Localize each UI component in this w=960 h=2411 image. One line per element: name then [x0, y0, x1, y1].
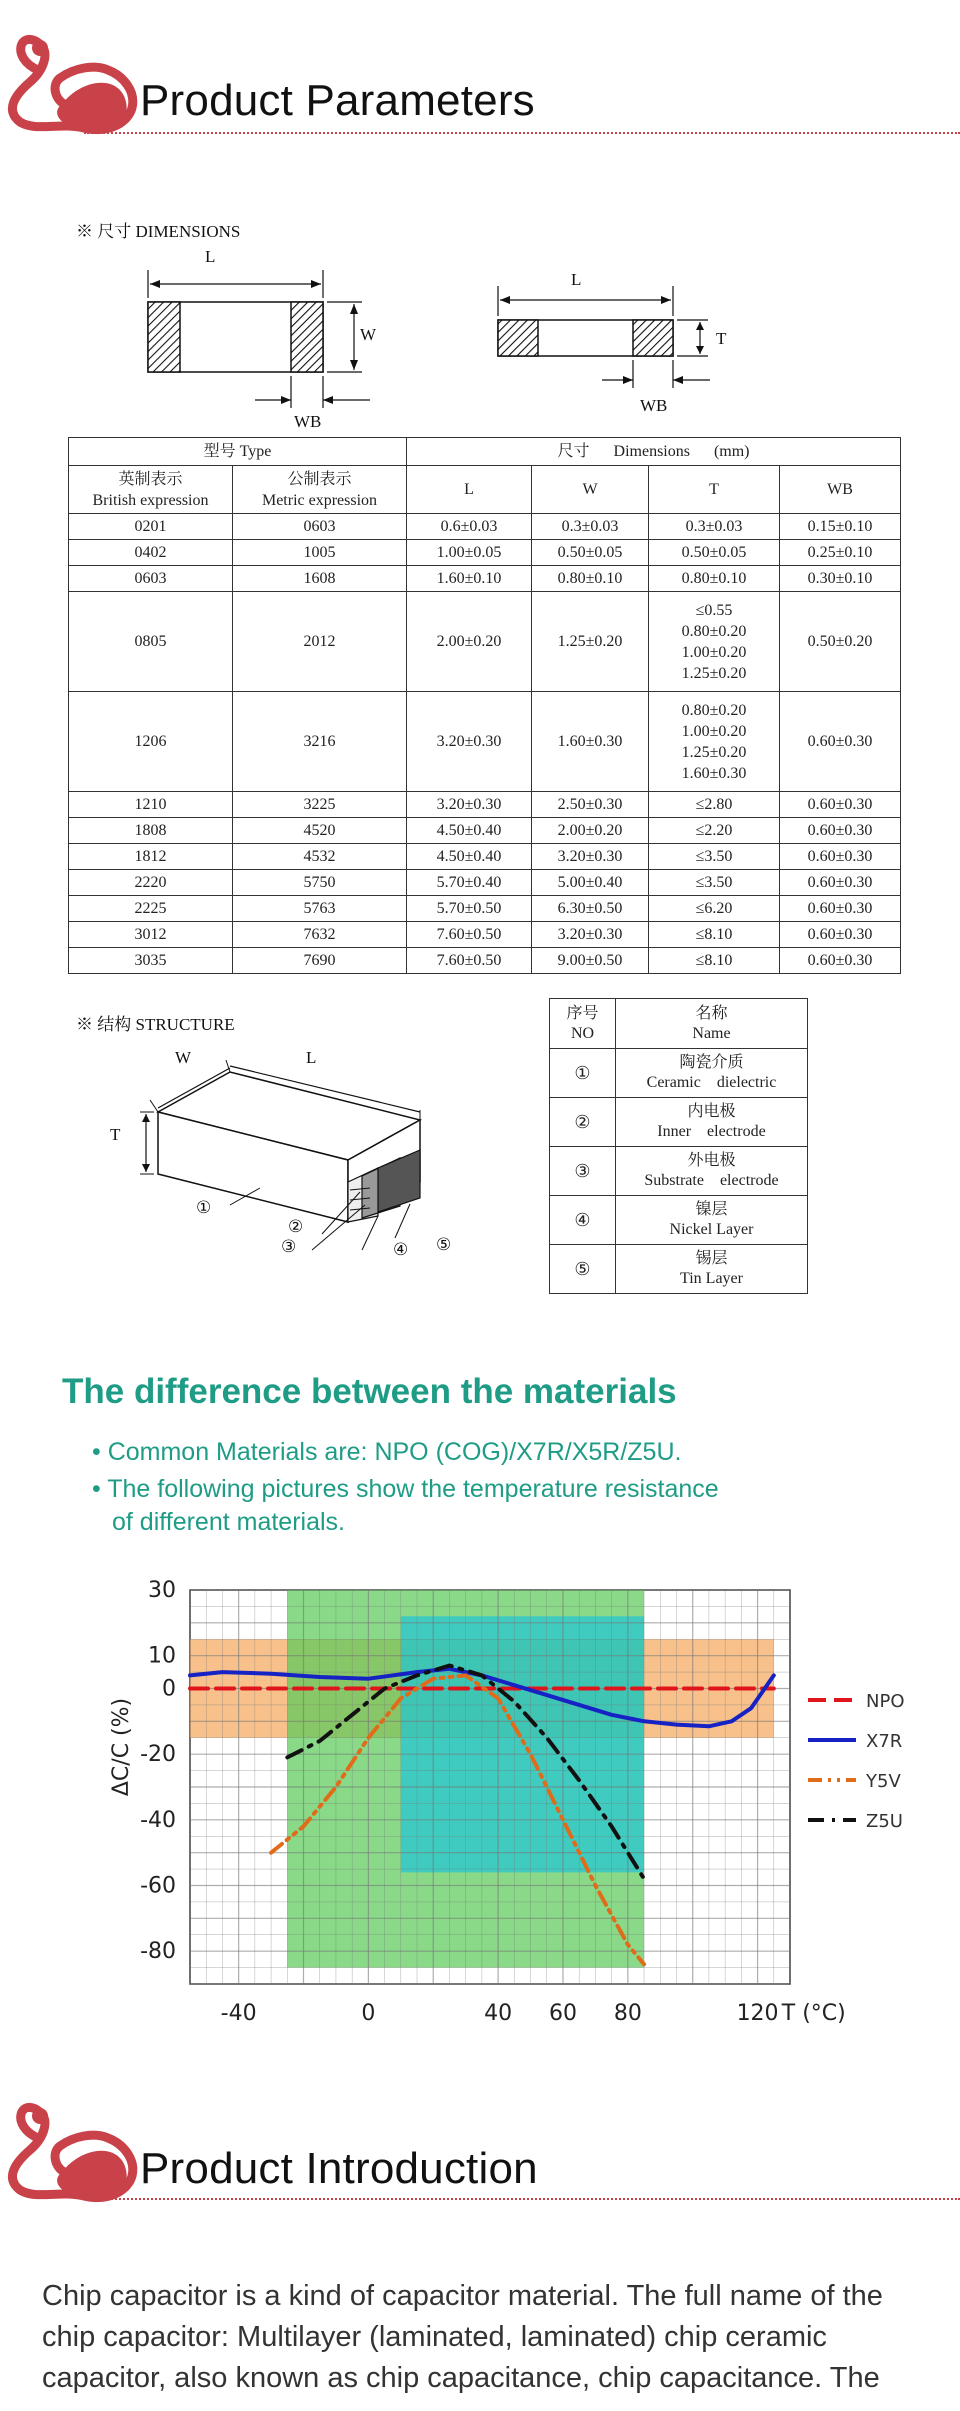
header-W: W — [532, 466, 649, 514]
cell-name: 内电极 Inner electrode — [616, 1098, 808, 1147]
callout-5: ⑤ — [436, 1235, 452, 1254]
cell-W: 0.3±0.03 — [532, 514, 649, 540]
header-no: 序号 NO — [550, 999, 616, 1049]
cell-british: 0603 — [69, 566, 233, 592]
cell-L: 4.50±0.40 — [407, 844, 532, 870]
header-british: 英制表示 British expression — [69, 466, 233, 514]
cell-T: ≤6.20 — [649, 896, 780, 922]
cell-T: ≤2.20 — [649, 818, 780, 844]
dotted-divider — [84, 132, 960, 134]
cell-T: ≤2.80 — [649, 792, 780, 818]
cell-T: 0.50±0.05 — [649, 540, 780, 566]
legend-label: X7R — [866, 1731, 903, 1752]
cell-W: 3.20±0.30 — [532, 844, 649, 870]
cell-metric: 1608 — [233, 566, 407, 592]
table-row — [69, 948, 901, 974]
section-title: Product Introduction — [140, 2144, 538, 2193]
legend-label: Y5V — [866, 1771, 901, 1792]
table-row — [69, 792, 901, 818]
range-band — [401, 1616, 644, 1872]
cell-name: 外电极 Substrate electrode — [616, 1147, 808, 1196]
struct-label-T: T — [110, 1125, 121, 1144]
temperature-chart — [0, 1560, 960, 2040]
table-row — [550, 1147, 808, 1196]
table-row — [550, 1049, 808, 1098]
cell-metric: 3225 — [233, 792, 407, 818]
cell-no: ① — [550, 1049, 616, 1098]
dim-label-W: W — [360, 325, 377, 344]
cell-W: 1.25±0.20 — [532, 592, 649, 692]
materials-bullet-2-line1: • The following pictures show the temperature resistance — [92, 1475, 719, 1503]
cell-no: ③ — [550, 1147, 616, 1196]
cell-L: 0.6±0.03 — [407, 514, 532, 540]
cell-metric: 1005 — [233, 540, 407, 566]
cell-L: 1.60±0.10 — [407, 566, 532, 592]
flower-logo-icon — [0, 18, 140, 138]
section-header-parameters — [0, 0, 960, 140]
y-tick-label: -60 — [140, 1873, 176, 1899]
cell-WB: 0.60±0.30 — [780, 844, 901, 870]
dimensions-table — [68, 437, 901, 974]
x-tick-label: 0 — [361, 2001, 376, 2026]
table-row — [69, 870, 901, 896]
cell-W: 2.00±0.20 — [532, 818, 649, 844]
side-label-T: T — [716, 329, 727, 348]
cell-T: ≤8.10 — [649, 948, 780, 974]
cell-L: 7.60±0.50 — [407, 922, 532, 948]
cell-british: 0805 — [69, 592, 233, 692]
x-tick-label: 120 — [736, 2001, 779, 2026]
legend-label: NPO — [866, 1691, 905, 1712]
cell-metric: 5763 — [233, 896, 407, 922]
struct-label-L: L — [306, 1048, 317, 1067]
cell-WB: 0.50±0.20 — [780, 592, 901, 692]
cell-L: 4.50±0.40 — [407, 818, 532, 844]
y-tick-label: 0 — [162, 1676, 176, 1702]
callout-2: ② — [288, 1217, 304, 1236]
cell-no: ② — [550, 1098, 616, 1147]
legend-label: Z5U — [866, 1811, 903, 1832]
cell-WB: 0.60±0.30 — [780, 922, 901, 948]
cell-W: 2.50±0.30 — [532, 792, 649, 818]
cell-W: 9.00±0.50 — [532, 948, 649, 974]
header-WB: WB — [780, 466, 901, 514]
intro-line: chip capacitor: Multilayer (laminated, laminated) chip ceramic — [42, 2321, 827, 2353]
cell-WB: 0.60±0.30 — [780, 948, 901, 974]
cell-W: 3.20±0.30 — [532, 922, 649, 948]
cell-name: 镍层 Nickel Layer — [616, 1196, 808, 1245]
table-row — [550, 1098, 808, 1147]
cell-name: 锡层 Tin Layer — [616, 1245, 808, 1294]
cell-L: 1.00±0.05 — [407, 540, 532, 566]
callout-3: ③ — [281, 1237, 297, 1256]
cell-british: 2220 — [69, 870, 233, 896]
cell-british: 0402 — [69, 540, 233, 566]
y-tick-label: -40 — [140, 1807, 176, 1833]
dimensions-heading: ※ 尺寸 DIMENSIONS — [76, 222, 241, 241]
cell-british: 1206 — [69, 692, 233, 792]
x-axis-label: T (°C) — [781, 2001, 846, 2026]
cell-WB: 0.60±0.30 — [780, 818, 901, 844]
cell-british: 3035 — [69, 948, 233, 974]
cell-T: 0.3±0.03 — [649, 514, 780, 540]
cell-W: 1.60±0.30 — [532, 692, 649, 792]
header-dimensions: 尺寸 Dimensions (mm) — [407, 438, 901, 466]
cell-WB: 0.15±0.10 — [780, 514, 901, 540]
y-tick-label: -80 — [140, 1939, 176, 1965]
dim-label-WB: WB — [294, 412, 322, 431]
section-header-introduction — [0, 2060, 960, 2200]
dotted-divider — [84, 2198, 960, 2200]
cell-L: 3.20±0.30 — [407, 792, 532, 818]
table-row — [69, 818, 901, 844]
cell-T: 0.80±0.20 1.00±0.20 1.25±0.20 1.60±0.30 — [649, 692, 780, 792]
table-row — [550, 1245, 808, 1294]
cell-W: 0.80±0.10 — [532, 566, 649, 592]
table-row — [69, 922, 901, 948]
materials-title: The difference between the materials — [62, 1372, 677, 1411]
cell-T: ≤3.50 — [649, 844, 780, 870]
cell-WB: 0.60±0.30 — [780, 870, 901, 896]
cell-metric: 7632 — [233, 922, 407, 948]
structure-table — [549, 998, 808, 1294]
side-label-WB: WB — [640, 396, 668, 415]
header-L: L — [407, 466, 532, 514]
cell-T: ≤8.10 — [649, 922, 780, 948]
cell-L: 3.20±0.30 — [407, 692, 532, 792]
intro-paragraph — [42, 2276, 942, 2399]
table-row — [69, 844, 901, 870]
cell-T: ≤3.50 — [649, 870, 780, 896]
cell-metric: 0603 — [233, 514, 407, 540]
table-row — [69, 566, 901, 592]
y-axis-label: ΔC/C (%) — [109, 1697, 134, 1797]
cell-metric: 4532 — [233, 844, 407, 870]
cell-W: 0.50±0.05 — [532, 540, 649, 566]
table-row — [69, 514, 901, 540]
cell-L: 5.70±0.50 — [407, 896, 532, 922]
cell-W: 6.30±0.50 — [532, 896, 649, 922]
header-name: 名称 Name — [616, 999, 808, 1049]
y-tick-label: -20 — [140, 1742, 176, 1768]
cell-metric: 2012 — [233, 592, 407, 692]
cell-british: 1808 — [69, 818, 233, 844]
cell-T: ≤0.55 0.80±0.20 1.00±0.20 1.25±0.20 — [649, 592, 780, 692]
cell-metric: 7690 — [233, 948, 407, 974]
cell-W: 5.00±0.40 — [532, 870, 649, 896]
table-row — [69, 592, 901, 692]
table-row — [69, 692, 901, 792]
struct-label-W: W — [175, 1048, 192, 1067]
x-tick-label: 40 — [484, 2001, 513, 2026]
callout-4: ④ — [393, 1240, 409, 1259]
cell-WB: 0.60±0.30 — [780, 792, 901, 818]
cell-L: 5.70±0.40 — [407, 870, 532, 896]
header-T: T — [649, 466, 780, 514]
y-tick-label: 10 — [148, 1643, 176, 1669]
flower-logo-icon — [0, 2086, 140, 2206]
materials-bullet-2-line2: of different materials. — [112, 1508, 345, 1536]
section-title: Product Parameters — [140, 76, 535, 125]
cell-metric: 4520 — [233, 818, 407, 844]
table-row — [550, 1196, 808, 1245]
y-tick-label: 30 — [148, 1578, 176, 1603]
materials-bullet-1: • Common Materials are: NPO (COG)/X7R/X5R/Z5U. — [92, 1438, 682, 1466]
x-tick-label: -40 — [220, 2001, 257, 2026]
cell-WB: 0.60±0.30 — [780, 692, 901, 792]
cell-WB: 0.60±0.30 — [780, 896, 901, 922]
structure-heading: ※ 结构 STRUCTURE — [76, 1015, 235, 1034]
cell-british: 1812 — [69, 844, 233, 870]
cell-WB: 0.30±0.10 — [780, 566, 901, 592]
cell-no: ④ — [550, 1196, 616, 1245]
intro-line: Chip capacitor is a kind of capacitor material. The full name of the — [42, 2280, 883, 2312]
cell-metric: 3216 — [233, 692, 407, 792]
cell-british: 0201 — [69, 514, 233, 540]
cell-metric: 5750 — [233, 870, 407, 896]
cell-british: 3012 — [69, 922, 233, 948]
cell-L: 2.00±0.20 — [407, 592, 532, 692]
x-tick-label: 80 — [613, 2001, 642, 2026]
table-row — [69, 896, 901, 922]
cell-T: 0.80±0.10 — [649, 566, 780, 592]
dim-label-L: L — [205, 247, 216, 266]
cell-name: 陶瓷介质 Ceramic dielectric — [616, 1049, 808, 1098]
cell-L: 7.60±0.50 — [407, 948, 532, 974]
cell-british: 2225 — [69, 896, 233, 922]
header-type: 型号 Type — [69, 438, 407, 466]
cell-no: ⑤ — [550, 1245, 616, 1294]
table-row — [69, 540, 901, 566]
cell-british: 1210 — [69, 792, 233, 818]
intro-line: capacitor, also known as chip capacitance, chip capacitance. The — [42, 2362, 880, 2394]
side-label-L: L — [571, 270, 582, 289]
x-tick-label: 60 — [548, 2001, 577, 2026]
header-metric: 公制表示 Metric expression — [233, 466, 407, 514]
cell-WB: 0.25±0.10 — [780, 540, 901, 566]
callout-1: ① — [196, 1198, 212, 1217]
